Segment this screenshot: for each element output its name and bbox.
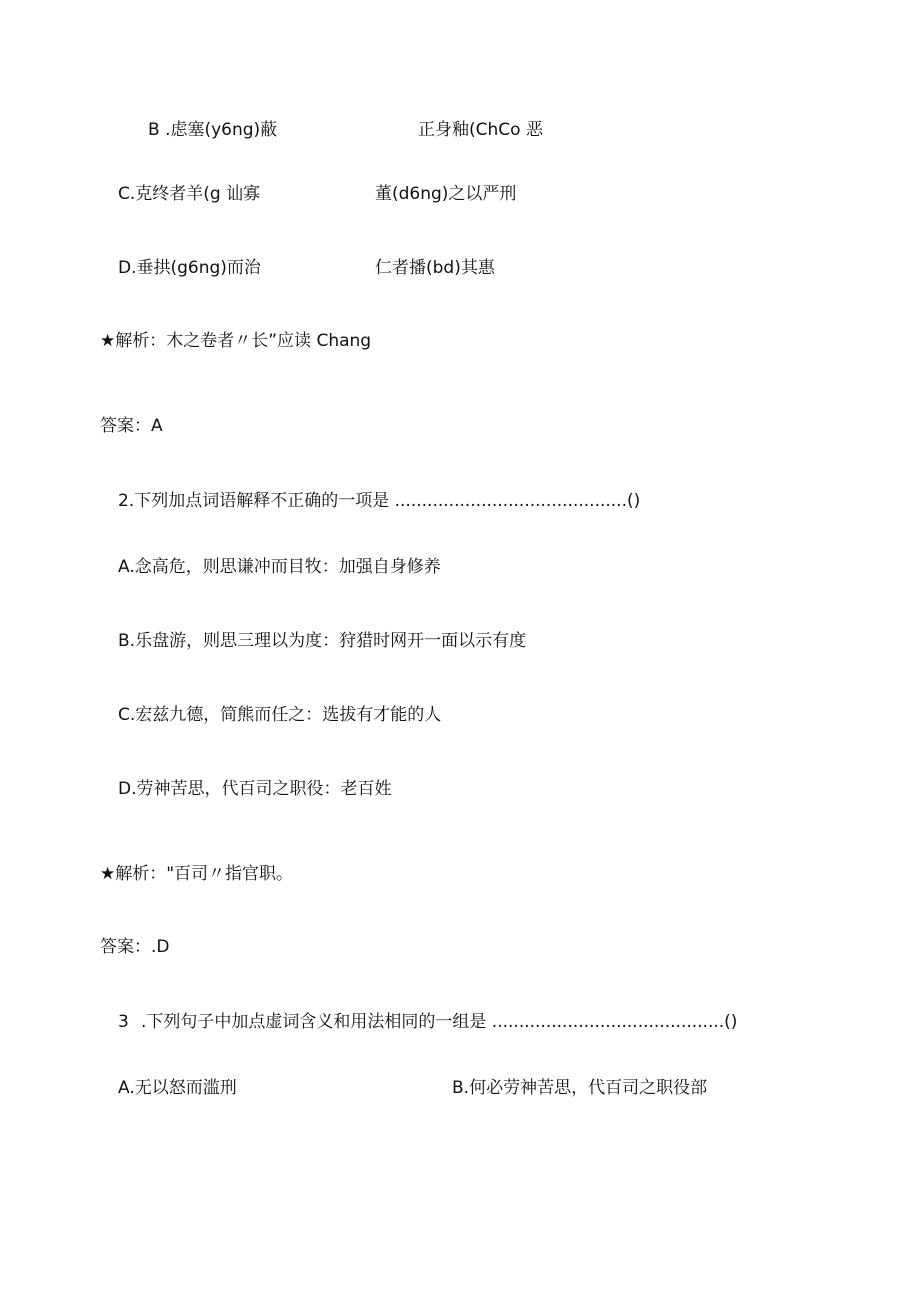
q3-stem: .下列句子中加点虚词含义和用法相同的一组是 ...........................................() [141, 1012, 738, 1032]
q2-analysis: ★解析："百司〃指官职。 [100, 864, 294, 884]
q1-analysis: ★解析：木之卷者〃长”应读 Chang [100, 331, 372, 351]
q2-answer: 答案：.D [100, 937, 170, 957]
q2-option-b: B.乐盘游，则思三理以为度：狩猎时网开一面以示有度 [118, 631, 527, 651]
q1-option-d-left: D.垂拱(g6ng)而治 [118, 258, 261, 278]
q2-option-c: C.宏兹九德，简熊而任之：选拔有才能的人 [118, 705, 442, 725]
q2-stem: 2.下列加点词语解释不正确的一项是 ...........................................() [118, 491, 641, 511]
q1-option-b-left: B .虑塞(y6ng)蔽 [148, 120, 278, 140]
q1-option-c-right: 董(d6ng)之以严刑 [375, 184, 517, 204]
q2-option-a: A.念高危，则思谦冲而目牧：加强自身修养 [118, 557, 441, 577]
q2-option-d: D.劳神苦思，代百司之职役：老百姓 [118, 779, 392, 799]
q3-option-a: A.无以怒而滥刑 [118, 1078, 237, 1098]
q1-answer: 答案：A [100, 416, 163, 436]
q1-option-b-right: 正身釉(ChCo 恶 [418, 120, 543, 140]
q1-option-c-left: C.克终者羊(g 讪寡 [118, 184, 261, 204]
q3-number: 3 [118, 1012, 129, 1032]
q3-option-b: B.何必劳神苦思，代百司之职役部 [452, 1078, 708, 1098]
q1-option-d-right: 仁者播(bd)其惠 [375, 258, 495, 278]
